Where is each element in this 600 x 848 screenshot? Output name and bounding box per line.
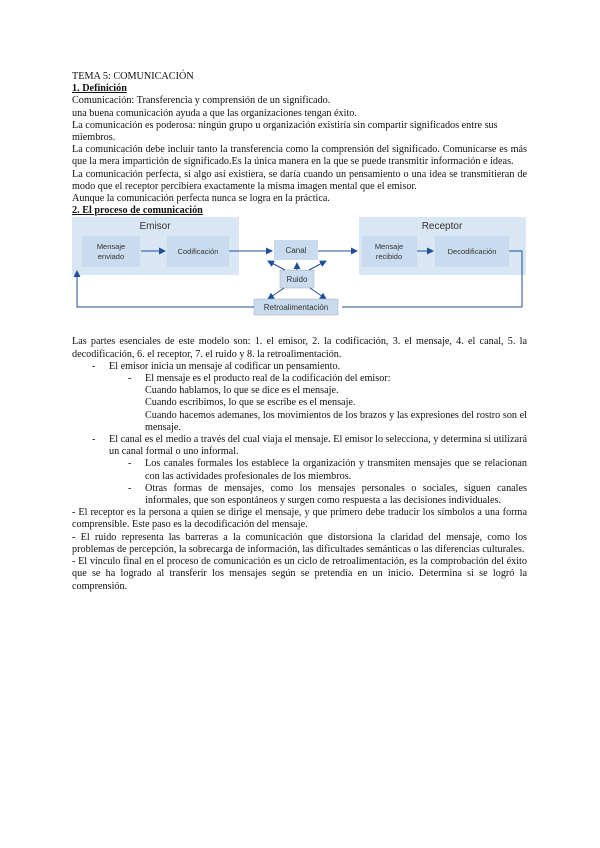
retroalimentacion-label: Retroalimentación: [263, 303, 329, 313]
canal-text: El canal es el medio a través del cual viaja el mensaje. El emisor lo selecciona, y determina si utilizará un canal formal o uno informal.: [109, 434, 527, 458]
diagram-svg: [72, 217, 527, 327]
section1-heading: 1. Definición: [72, 83, 127, 95]
canales-formales-item: - Los canales formales los establece la organización y transmiten mensajes que se relacionan con las actividades profesionales de los miembros.: [72, 458, 527, 482]
arrow-ruido-3: [309, 261, 326, 270]
mensaje-subitem: - El mensaje es el producto real de la codificación del emisor:: [72, 373, 527, 385]
process-list-2: [72, 434, 527, 458]
paragraph-perfect: La comunicación perfecta, si algo así existiera, se daría cuando un pensamiento o una idea se transmitieran de modo que el receptor percibiera exactamente la misma imagen mental que el emisor.: [72, 168, 527, 192]
feedback-line-left: [77, 271, 254, 307]
receptor-paragraph: - El receptor es la persona a quien se dirige el mensaje, y que primero debe traducir los símbolos a una forma comprensible. Este paso es la decodificación del mensaje.: [72, 507, 527, 531]
emisor-text: El emisor inicia un mensaje al codificar un pensamiento.: [109, 360, 341, 372]
mensaje-enviado-label-2: enviado: [97, 252, 125, 262]
mensaje-recibido-label-1: Mensaje: [374, 242, 404, 252]
paragraph-powerful: La comunicación es poderosa: ningún grupo u organización existiría sin compartir significados entre sus miembros.: [72, 119, 498, 144]
definition-paragraph: Comunicación: Transferencia y comprensión de un significado.: [72, 95, 331, 107]
arrow-ruido-5: [310, 288, 326, 299]
codificacion-label: Codificación: [177, 247, 219, 257]
paragraph-transfer: La comunicación debe incluir tanto la transferencia como la comprensión del significado. Comunicarse es más que la mera impartición de significado.Es la única manera en la que se puede transmitir información e ideas.: [72, 144, 527, 168]
canal-label: Canal: [285, 246, 307, 256]
paragraph-success: una buena comunicación ayuda a que las organizaciones tengan éxito.: [72, 107, 357, 119]
document-page: [72, 71, 527, 593]
arrow-ruido-4: [268, 288, 284, 299]
mensaje-example-2: Cuando escribimos, lo que se escribe es el mensaje.: [145, 397, 356, 409]
paragraph-never: Aunque la comunicación perfecta nunca se logra en la práctica.: [72, 193, 330, 205]
list-item-emisor: [72, 361, 527, 373]
document-title: TEMA 5: COMUNICACIÓN: [72, 71, 194, 82]
list-item-canal: [72, 434, 527, 458]
mensaje-example-1: Cuando hablamos, lo que se dice es el mensaje.: [145, 385, 339, 397]
model-parts-paragraph: Las partes esenciales de este modelo son: 1. el emisor, 2. la codificación, 3. el mensaje, 4. el canal, 5. la decodificación, 6. el receptor, 7. el ruido y 8. la retroalimentación.: [72, 336, 527, 360]
mensaje-enviado-label-1: Mensaje: [96, 242, 126, 252]
ruido-label: Ruido: [286, 275, 308, 285]
mensaje-recibido-label-2: recibido: [375, 252, 403, 262]
ruido-paragraph: - El ruido representa las barreras a la comunicación que distorsiona la claridad del mensaje, como los problemas de percepción, la sobrecarga de información, las dificultades semánticas o las diferencias culturales.: [72, 531, 527, 555]
process-list: [72, 361, 527, 373]
receptor-label: Receptor: [421, 221, 463, 233]
canales-informales-item: - Otras formas de mensajes, como los mensajes personales o sociales, siguen canales informales, que son espontáneos y surgen como respuesta a las decisiones individuales.: [72, 483, 527, 507]
arrow-ruido-1: [268, 261, 285, 270]
retroalimentacion-paragraph: - El vínculo final en el proceso de comunicación es un ciclo de retroalimentación, es la comprobación del éxito que se ha logrado al transferir los mensajes según se pretendía en un inicio. Determina si se logró la comprensión.: [72, 556, 527, 592]
section2-heading: 2. El proceso de comunicación: [72, 205, 203, 217]
communication-process-diagram: [72, 217, 527, 327]
emisor-label: Emisor: [139, 221, 171, 233]
mensaje-example-3: Cuando hacemos ademanes, los movimientos de los brazos y las expresiones del rostro son el mensaje.: [145, 409, 527, 433]
decodificacion-label: Decodificación: [447, 247, 497, 257]
